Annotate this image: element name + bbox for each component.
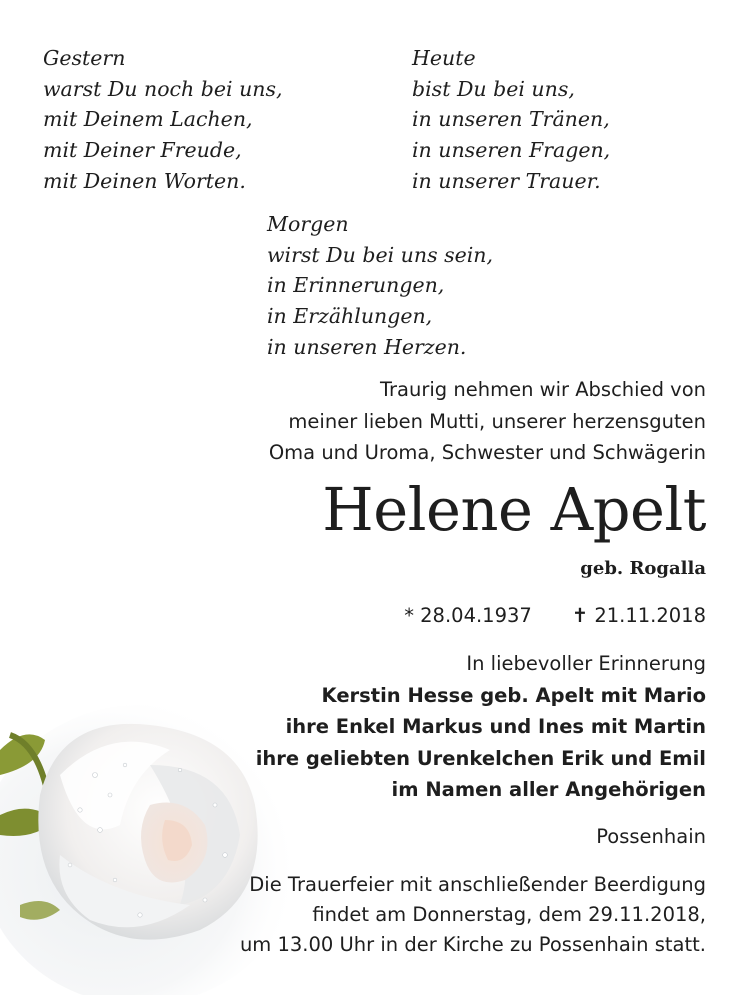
mourners-lead: In liebevoller Erinnerung [466,652,706,675]
mourner-line: ihre geliebten Urenkelchen Erik und Emil [255,746,706,770]
poem-line: bist Du bei uns, [412,76,575,101]
mourners-block [256,648,706,806]
poem-stanza-today [412,43,610,196]
poem-line: in unserer Trauer. [412,168,601,193]
deceased-name: Helene Apelt [322,475,706,544]
poem-line: in Erzählungen, [267,304,433,329]
mourner-line: Kerstin Hesse geb. Apelt mit Mario [321,683,706,707]
intro-line: Traurig nehmen wir Abschied von [379,378,706,401]
mourner-line: im Namen aller Angehörigen [391,778,706,801]
poem-line: in unseren Tränen, [412,107,610,132]
intro-line: Oma und Uroma, Schwester und Schwägerin [268,441,706,464]
poem-line: mit Deiner Freude, [43,138,242,163]
funeral-line: Die Trauerfeier mit anschließender Beerdigung [249,873,706,896]
birth-date: * 28.04.1937 [404,604,532,627]
funeral-notice [240,870,706,960]
poem-stanza-tomorrow [267,209,493,362]
maiden-name: geb. Rogalla [580,558,706,579]
life-dates [404,602,706,630]
mourner-line: ihre Enkel Markus und Ines mit Martin [285,715,706,738]
poem-line: Gestern [43,46,126,70]
poem-line: Morgen [267,212,349,236]
poem-line: in Erinnerungen, [267,273,445,298]
poem-line: in unseren Herzen. [267,334,467,359]
poem-stanza-yesterday [43,43,283,196]
place-name: Possenhain [596,825,706,848]
funeral-line: findet am Donnerstag, dem 29.11.2018, [312,903,706,926]
funeral-line: um 13.00 Uhr in der Kirche zu Possenhain statt. [239,933,706,956]
poem-line: in unseren Fragen, [412,138,611,163]
poem-line: mit Deinen Worten. [43,168,246,193]
poem-line: wirst Du bei uns sein, [267,242,494,267]
farewell-intro [269,374,706,469]
poem-line: mit Deinem Lachen, [43,107,253,132]
poem-line: Heute [412,46,476,70]
intro-line: meiner lieben Mutti, unserer herzensguten [288,409,706,433]
death-date: ✝ 21.11.2018 [571,604,706,627]
poem-line: warst Du noch bei uns, [43,76,283,101]
